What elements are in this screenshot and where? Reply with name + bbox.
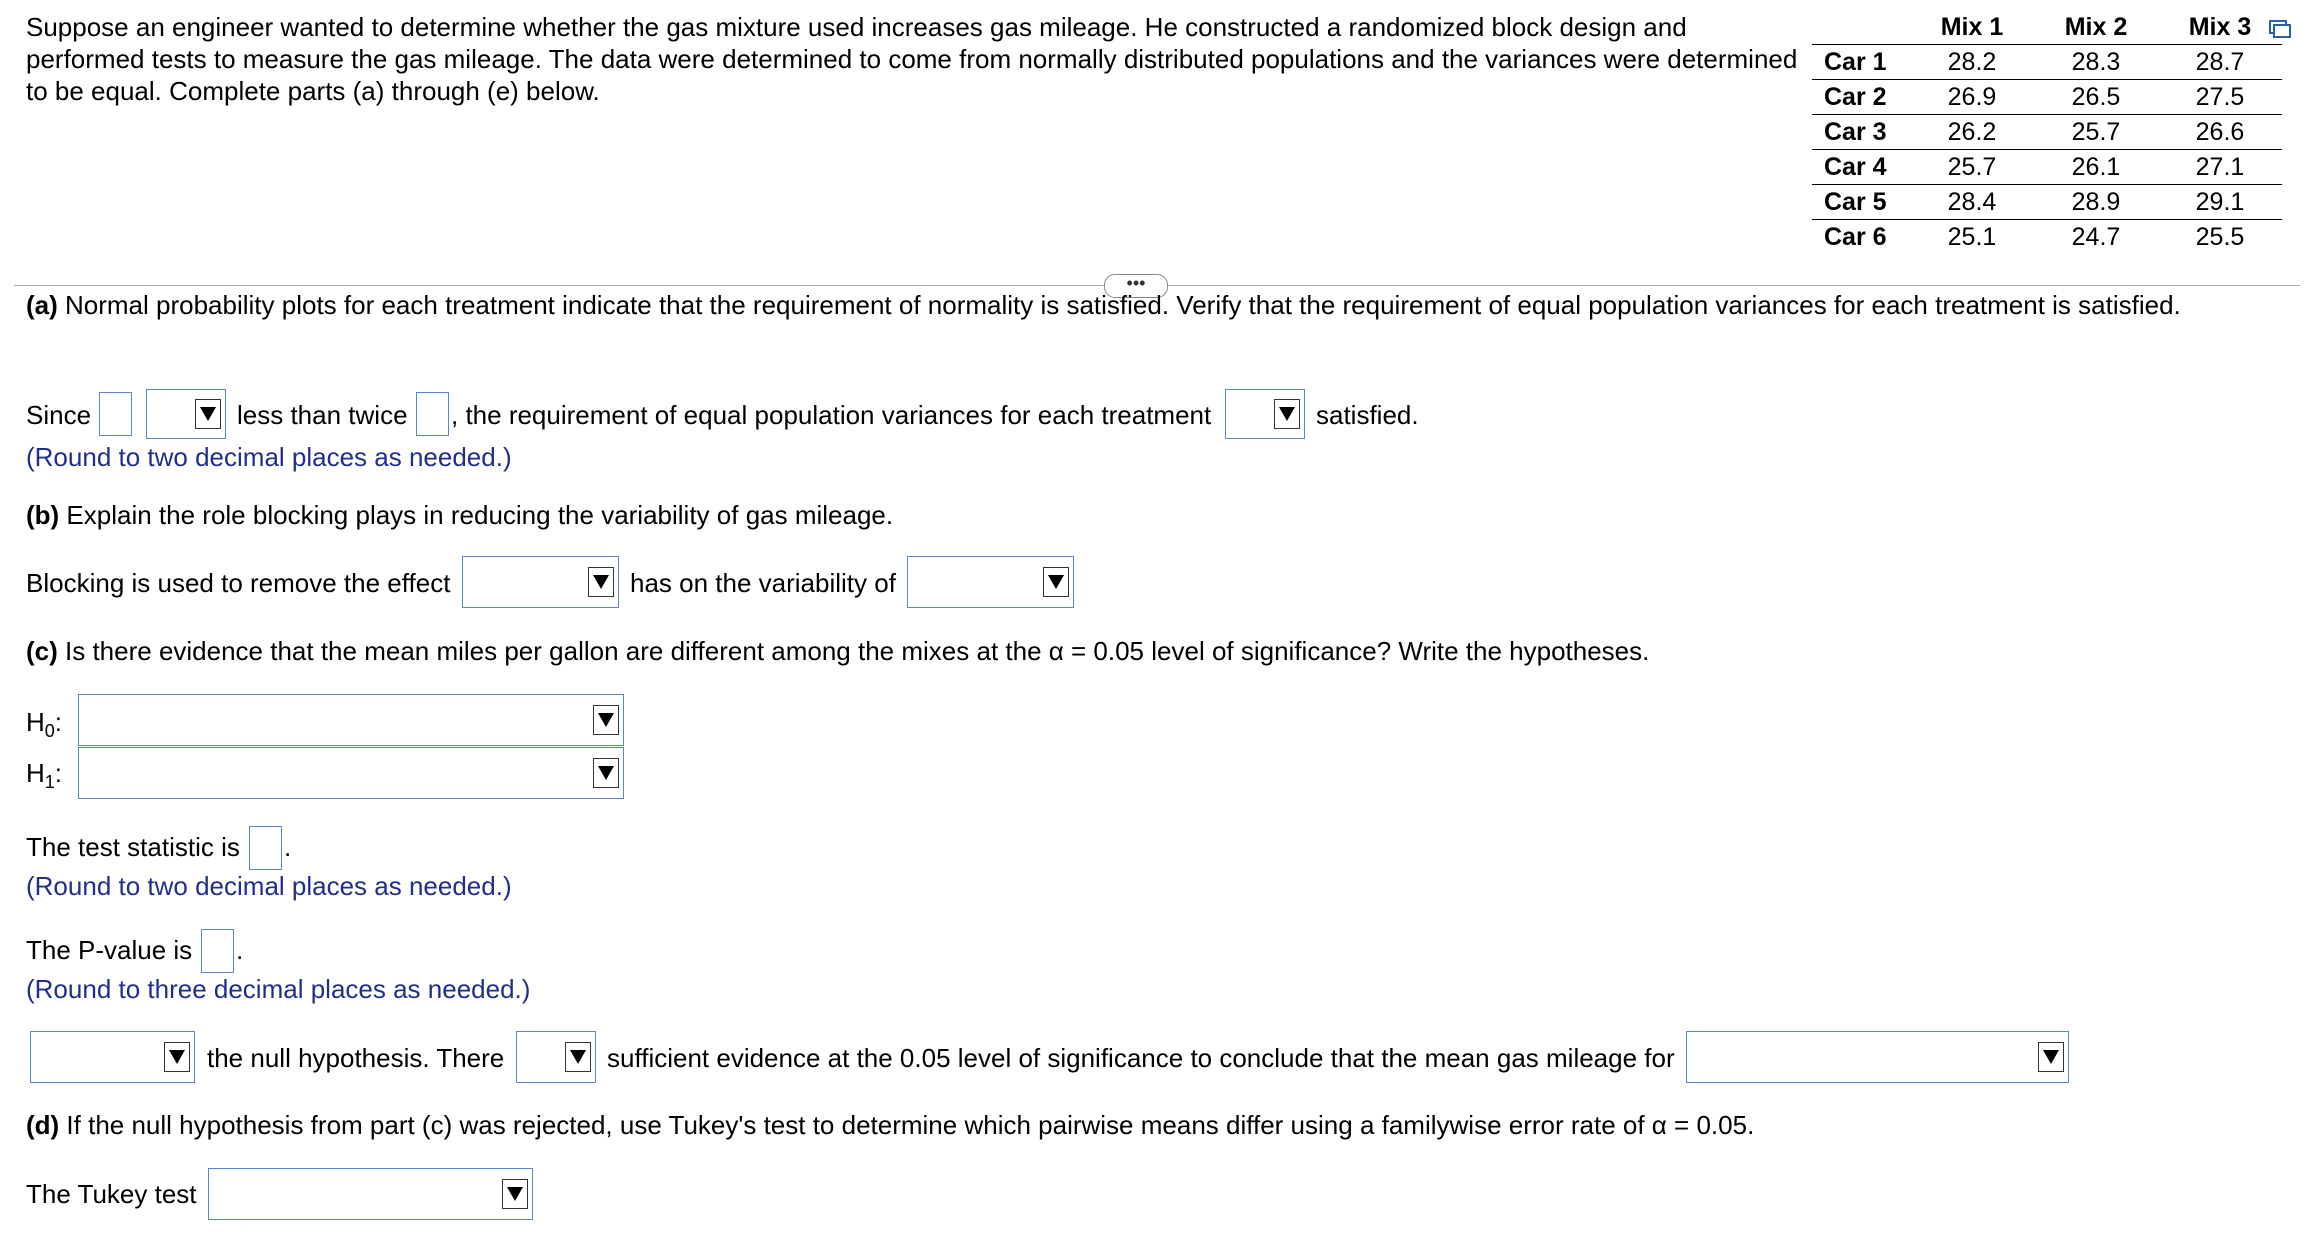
table-cell: 28.2 — [1910, 45, 2034, 80]
chevron-down-icon — [502, 1179, 528, 1209]
problem-text-line-3: to be equal. Complete parts (a) through (e) below. — [26, 76, 600, 106]
table-row — [1812, 150, 2282, 185]
evidence-dropdown[interactable] — [516, 1031, 596, 1083]
table-cell: 26.5 — [2034, 80, 2158, 115]
blocking-effect-dropdown[interactable] — [462, 556, 619, 608]
less-than-twice-text: less than twice — [237, 400, 408, 430]
table-cell: 28.4 — [1910, 185, 2034, 220]
table-header: Mix 1 — [1940, 12, 2004, 41]
chevron-down-icon — [164, 1042, 190, 1072]
chevron-down-icon — [195, 399, 221, 429]
since-text: Since — [26, 400, 92, 430]
part-b-label: (b) — [26, 500, 60, 530]
h0-subscript: 0 — [44, 721, 55, 742]
mileage-conclusion-dropdown[interactable] — [1686, 1031, 2069, 1083]
blocking-text: Blocking is used to remove the effect — [26, 568, 451, 598]
part-d-label: (d) — [26, 1110, 60, 1140]
tukey-test-dropdown[interactable] — [208, 1168, 533, 1220]
test-statistic-hint: (Round to two decimal places as needed.) — [26, 871, 512, 901]
conclusion-text-2: sufficient evidence at the 0.05 level of significance to conclude that the mean gas mileage for — [607, 1043, 1675, 1073]
problem-text-line-2: performed tests to measure the gas mileage. The data were determined to come from normally distributed populations and the variances were determined — [26, 44, 1798, 74]
part-d-heading — [26, 1109, 1754, 1141]
chevron-down-icon — [593, 705, 619, 735]
table-corner — [1812, 10, 1910, 45]
table-cell: 26.6 — [2158, 115, 2282, 150]
table-row — [1812, 115, 2282, 150]
h1-colon: : — [54, 758, 63, 788]
table-cell: 29.1 — [2158, 185, 2282, 220]
table-cell: 26.1 — [2034, 150, 2158, 185]
part-b-text: Explain the role blocking plays in reducing the variability of gas mileage. — [59, 500, 894, 530]
h1-main: H — [26, 758, 45, 788]
table-cell: 28.3 — [2034, 45, 2158, 80]
row-label: Car 1 — [1812, 45, 1910, 80]
chevron-down-icon — [588, 567, 614, 597]
row-label: Car 4 — [1812, 150, 1910, 185]
table-cell: 25.1 — [1910, 220, 2034, 255]
variability-text: has on the variability of — [630, 568, 896, 598]
satisfied-text: satisfied. — [1316, 400, 1419, 430]
variance-largest-input[interactable] — [99, 392, 132, 436]
table-cell: 26.9 — [1910, 80, 2034, 115]
table-header: Mix 2 — [2064, 12, 2128, 41]
chevron-down-icon — [565, 1042, 591, 1072]
copy-icon[interactable] — [2268, 16, 2292, 40]
table-cell: 28.9 — [2034, 185, 2158, 220]
chevron-down-icon — [593, 758, 619, 788]
h0-label — [26, 706, 62, 747]
test-statistic-text: The test statistic is — [26, 832, 240, 862]
table-row — [1812, 80, 2282, 115]
part-a-text: Normal probability plots for each treatment indicate that the requirement of normality is satisfied. Verify that the requirement of equal population variances for each treatment is satisfied. — [57, 290, 2181, 320]
round-hint: (Round to two decimal places as needed.) — [26, 442, 512, 472]
chevron-down-icon — [2038, 1042, 2064, 1072]
data-table — [1812, 10, 2282, 254]
table-row — [1812, 185, 2282, 220]
variability-of-dropdown[interactable] — [907, 556, 1074, 608]
row-label: Car 2 — [1812, 80, 1910, 115]
part-b-heading — [26, 499, 893, 531]
part-d-text: If the null hypothesis from part (c) was rejected, use Tukey's test to determine which pairwise means differ using a familywise error rate of α = 0.05. — [59, 1110, 1755, 1140]
chevron-down-icon — [1043, 567, 1069, 597]
table-row — [1812, 220, 2282, 255]
h1-subscript: 1 — [44, 772, 55, 793]
table-header: Mix 3 — [2188, 12, 2252, 41]
table-cell: 27.5 — [2158, 80, 2282, 115]
row-label: Car 3 — [1812, 115, 1910, 150]
test-statistic-input[interactable] — [249, 826, 282, 870]
pvalue-hint: (Round to three decimal places as needed.) — [26, 974, 531, 1004]
comparison-dropdown[interactable] — [146, 389, 226, 439]
test-statistic-period: . — [284, 832, 292, 862]
tukey-text: The Tukey test — [26, 1179, 197, 1209]
table-cell: 26.2 — [1910, 115, 2034, 150]
h0-main: H — [26, 707, 45, 737]
reject-decision-dropdown[interactable] — [30, 1031, 195, 1083]
chevron-down-icon — [1274, 399, 1300, 429]
is-satisfied-dropdown[interactable] — [1225, 389, 1305, 439]
table-row — [1812, 45, 2282, 80]
conclusion-text-1: the null hypothesis. There — [207, 1043, 505, 1073]
part-c-label: (c) — [26, 636, 58, 666]
pvalue-period: . — [236, 935, 244, 965]
part-c-heading — [26, 635, 1649, 667]
part-a-label: (a) — [26, 290, 58, 320]
part-c-text: Is there evidence that the mean miles per gallon are different among the mixes at the α = 0.05 level of significance? Write the hypotheses. — [57, 636, 1650, 666]
pvalue-input[interactable] — [201, 929, 234, 973]
variance-smallest-input[interactable] — [416, 392, 449, 436]
h0-colon: : — [54, 707, 63, 737]
table-cell: 25.5 — [2158, 220, 2282, 255]
h1-label — [26, 757, 62, 798]
part-a-heading — [26, 289, 2181, 321]
table-cell: 25.7 — [1910, 150, 2034, 185]
expand-more-button[interactable]: ••• — [1104, 274, 1168, 298]
table-cell: 25.7 — [2034, 115, 2158, 150]
table-cell: 27.1 — [2158, 150, 2282, 185]
table-cell: 28.7 — [2158, 45, 2282, 80]
requirement-text: , the requirement of equal population variances for each treatment — [451, 400, 1212, 430]
alternative-hypothesis-dropdown[interactable] — [78, 747, 624, 799]
row-label: Car 5 — [1812, 185, 1910, 220]
table-cell: 24.7 — [2034, 220, 2158, 255]
pvalue-text: The P-value is — [26, 935, 193, 965]
row-label: Car 6 — [1812, 220, 1910, 255]
problem-text-line-1: Suppose an engineer wanted to determine whether the gas mixture used increases gas mileage. He constructed a randomized block design and — [26, 12, 1687, 42]
null-hypothesis-dropdown[interactable] — [78, 694, 624, 746]
